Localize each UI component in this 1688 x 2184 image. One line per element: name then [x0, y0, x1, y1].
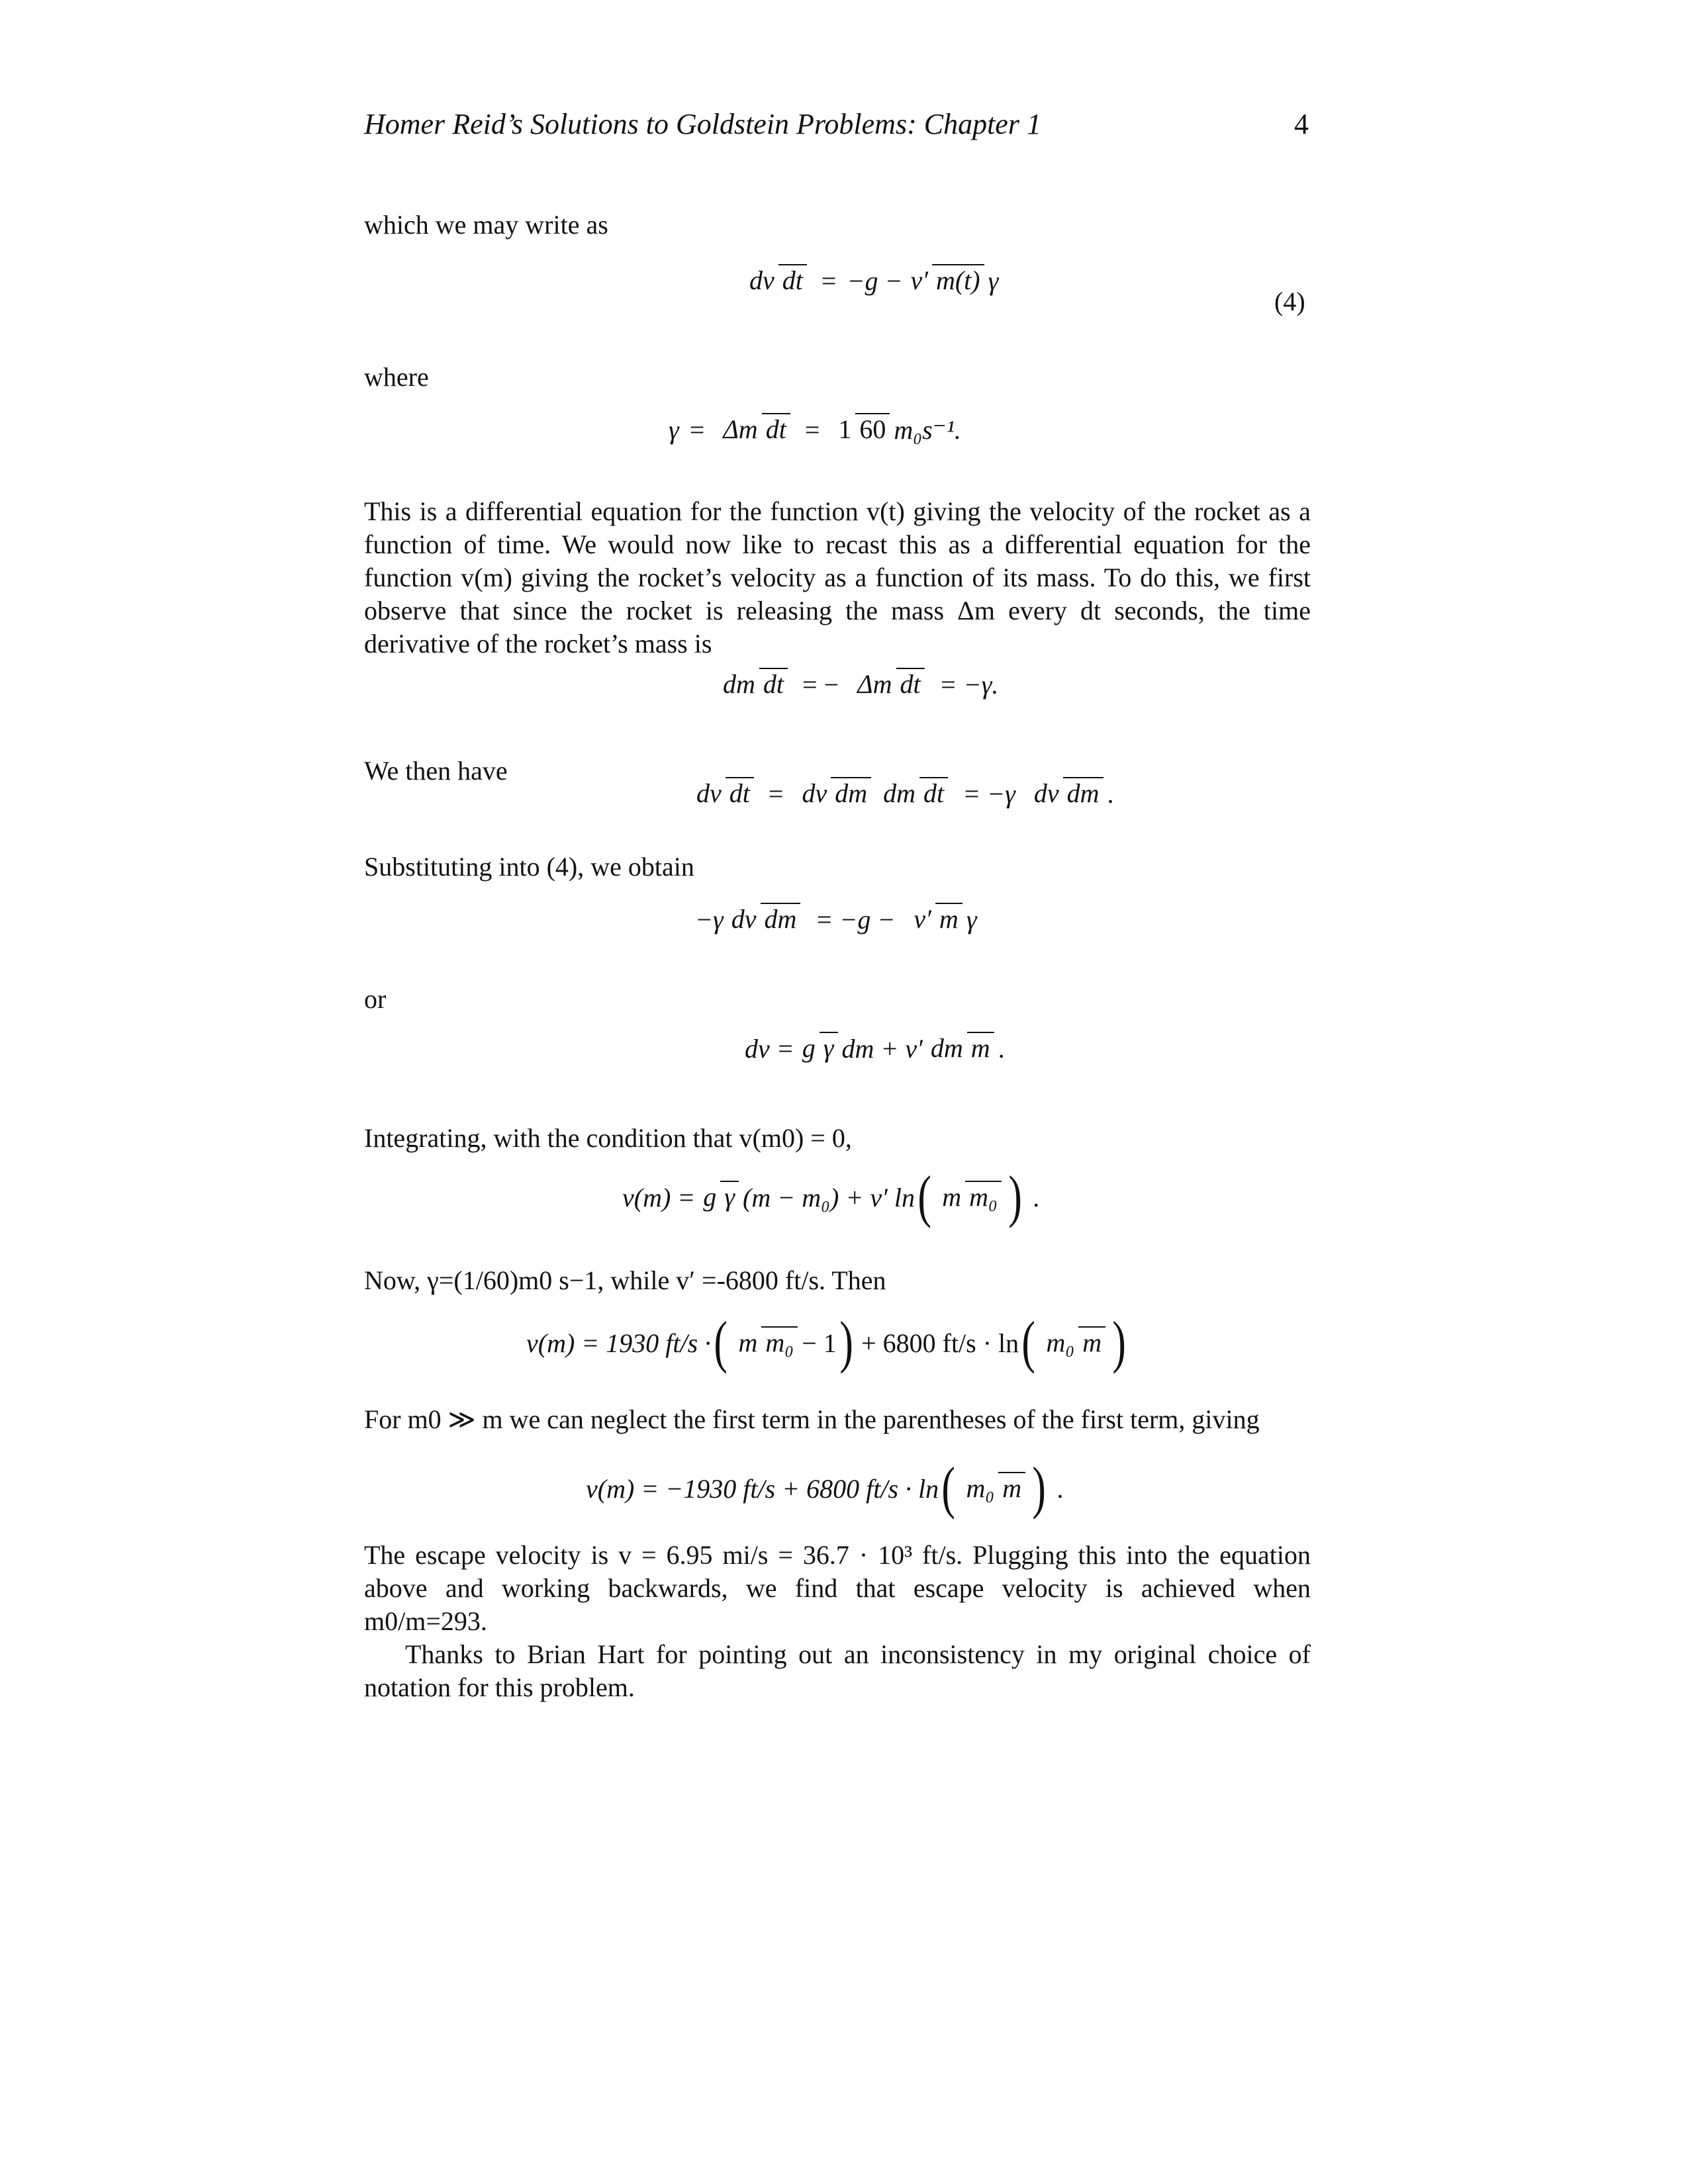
fraction-1-60: 1 60	[834, 414, 890, 445]
equation-v-of-m: v(m) = g γ (m − m₀) + v′ ln ( m m₀ ) .	[622, 1165, 1040, 1229]
paragraph-integrating: Integrating, with the condition that v(m0) = 0,	[364, 1123, 852, 1153]
paragraph-substituting: Substituting into (4), we obtain	[364, 852, 694, 882]
paragraph-where: where	[364, 362, 429, 392]
equation-v-of-m-approx: v(m) = −1930 ft/s + 6800 ft/s · ln ( m₀ m ) .	[586, 1456, 1064, 1520]
paragraph-now: Now, γ=(1/60)m0 s−1, while v′ =-6800 ft/s. Then	[364, 1265, 886, 1295]
paragraph-differential-equation: This is a differential equation for the function v(t) giving the velocity of the rocket as a function of time. We would now like to recast this as a differential equation for the function v(m) giving the rocket’s velocity as a function of its mass. To do this, we first observe that since the rocket is releasing the mass Δm every dt seconds, the time derivative of the rocket’s mass is	[364, 496, 1311, 659]
equation-chain-rule: dv dt = dv dm dm dt = −γ dv dm .	[696, 778, 1114, 809]
equation-dm-dt: dm dt = − Δm dt = −γ.	[723, 669, 999, 700]
equation-dv: dv = g γ dm + v′ dm m .	[745, 1033, 1005, 1064]
equation-v-of-m-numeric: v(m) = 1930 ft/s · ( m m₀ − 1 ) + 6800 ft/s · ln ( m₀ m )	[526, 1310, 1127, 1375]
paragraph-intro: which we may write as	[364, 210, 608, 240]
paragraph-escape-velocity: The escape velocity is v = 6.95 mi/s = 36.7 · 10³ ft/s. Plugging this into the equation above and working backwards, we find that escape velocity is achieved when m0/m=293.	[364, 1540, 1311, 1636]
paragraph-or: or	[364, 984, 387, 1014]
fraction-dv-dt: dv dt	[745, 265, 807, 296]
fraction-dm-dt: Δm dt	[719, 414, 790, 445]
paragraph-we-then-have: We then have	[364, 756, 508, 786]
equation-4: dv dt = −g − v′ m(t) γ	[741, 265, 998, 296]
fraction-vprime-mt: v′ m(t)	[906, 265, 984, 296]
equation-gamma-definition: γ = Δm dt = 1 60 m₀s⁻¹.	[669, 414, 961, 445]
paragraph-thanks: Thanks to Brian Hart for pointing out an inconsistency in my original choice of notation for this problem.	[364, 1639, 1311, 1702]
page-number: 4	[1294, 108, 1309, 140]
running-title: Homer Reid’s Solutions to Goldstein Problems: Chapter 1	[364, 108, 1041, 140]
equation-number: (4)	[1274, 287, 1305, 316]
equation-substituted: −γ dv dm = −g − v′ m γ	[695, 904, 977, 934]
paragraph-for-m0: For m0 ≫ m we can neglect the first term in the parentheses of the first term, giving	[364, 1404, 1260, 1434]
